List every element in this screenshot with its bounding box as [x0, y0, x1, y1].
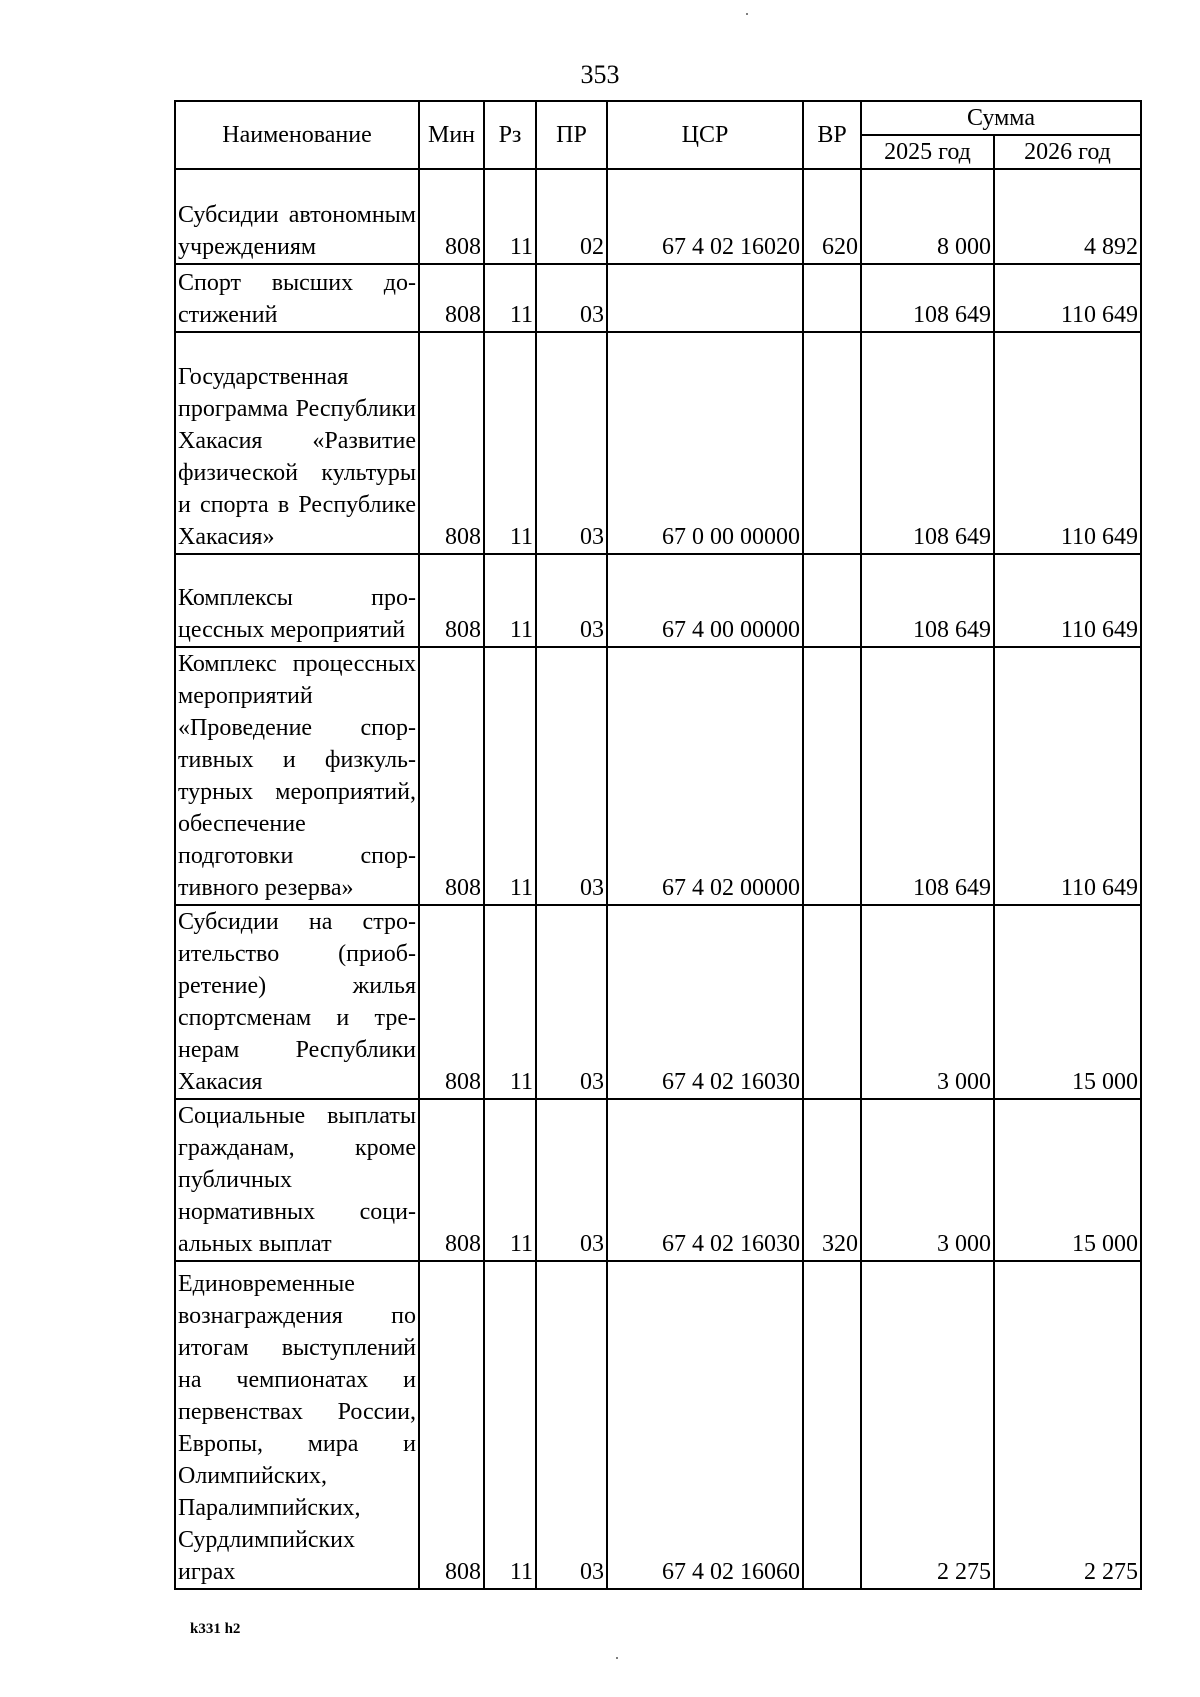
- cell-rz: 11: [484, 554, 536, 647]
- footer-code: k331 h2: [190, 1621, 241, 1637]
- header-csr: ЦСР: [607, 101, 803, 169]
- cell-pr: 03: [536, 1261, 607, 1589]
- cell-min: 808: [419, 1261, 484, 1589]
- cell-vr: [803, 264, 861, 332]
- cell-min: 808: [419, 169, 484, 264]
- cell-pr: 03: [536, 264, 607, 332]
- cell-sum-2026: 110 649: [994, 647, 1141, 905]
- cell-vr: [803, 332, 861, 554]
- header-rz: Рз: [484, 101, 536, 169]
- cell-sum-2026: 110 649: [994, 554, 1141, 647]
- table-row: [175, 554, 1141, 647]
- header-pr: ПР: [536, 101, 607, 169]
- cell-csr: [607, 264, 803, 332]
- scan-speck: [616, 1657, 618, 1659]
- cell-sum-2025: 108 649: [861, 647, 994, 905]
- cell-sum-2025: 3 000: [861, 905, 994, 1099]
- cell-sum-2025: 108 649: [861, 554, 994, 647]
- table-row: [175, 647, 1141, 905]
- cell-min: 808: [419, 1099, 484, 1261]
- cell-pr: 03: [536, 554, 607, 647]
- cell-vr: [803, 905, 861, 1099]
- cell-min: 808: [419, 332, 484, 554]
- table-row: [175, 169, 1141, 264]
- cell-min: 808: [419, 647, 484, 905]
- cell-pr: 03: [536, 905, 607, 1099]
- header-year-2025: 2025 год: [861, 135, 994, 169]
- cell-pr: 03: [536, 647, 607, 905]
- cell-sum-2026: 110 649: [994, 332, 1141, 554]
- header-vr: ВР: [803, 101, 861, 169]
- cell-csr: 67 4 02 16020: [607, 169, 803, 264]
- cell-min: 808: [419, 905, 484, 1099]
- cell-rz: 11: [484, 169, 536, 264]
- table-row: [175, 1261, 1141, 1589]
- cell-rz: 11: [484, 264, 536, 332]
- cell-sum-2025: 2 275: [861, 1261, 994, 1589]
- cell-csr: 67 4 02 16030: [607, 905, 803, 1099]
- cell-name: Комплексы процессных мероприятий: [175, 554, 419, 647]
- page-number: 353: [580, 60, 620, 89]
- cell-vr: [803, 554, 861, 647]
- cell-name: Субсидии на строительство (приобретение) жилья спортсменам и тренерам Республики Хакасия: [175, 905, 419, 1099]
- header-name: Наименование: [175, 101, 419, 169]
- cell-name: Спорт высших достижений: [175, 264, 419, 332]
- cell-vr: [803, 1261, 861, 1589]
- cell-sum-2026: 4 892: [994, 169, 1141, 264]
- table-row: [175, 905, 1141, 1099]
- cell-csr: 67 4 02 16030: [607, 1099, 803, 1261]
- cell-sum-2026: 2 275: [994, 1261, 1141, 1589]
- table-body: [175, 169, 1141, 1589]
- cell-csr: 67 4 00 00000: [607, 554, 803, 647]
- cell-rz: 11: [484, 1261, 536, 1589]
- cell-min: 808: [419, 554, 484, 647]
- cell-name: Социальные выплаты гражданам, кроме публичных нормативных социальных выплат: [175, 1099, 419, 1261]
- cell-pr: 02: [536, 169, 607, 264]
- cell-name: Комплекс процессных мероприятий «Проведение спортивных и физкультурных мероприятий, обеспечение подготовки спортивного резерва»: [175, 647, 419, 905]
- header-year-2026: 2026 год: [994, 135, 1141, 169]
- cell-name: Единовременные вознаграждения по итогам выступлений на чемпионатах и первенствах России, Европы, мира и Олимпийских, Паралимпийских, Сурдлимпийских играх: [175, 1261, 419, 1589]
- cell-name: Субсидии автономным учреждениям: [175, 169, 419, 264]
- cell-sum-2025: 108 649: [861, 264, 994, 332]
- cell-csr: 67 4 02 16060: [607, 1261, 803, 1589]
- cell-name: Государственная программа Республики Хакасия «Развитие физической культуры и спорта в Республике Хакасия»: [175, 332, 419, 554]
- cell-sum-2025: 108 649: [861, 332, 994, 554]
- cell-pr: 03: [536, 1099, 607, 1261]
- cell-csr: 67 0 00 00000: [607, 332, 803, 554]
- cell-rz: 11: [484, 647, 536, 905]
- cell-sum-2026: 15 000: [994, 905, 1141, 1099]
- table-row: [175, 1099, 1141, 1261]
- cell-vr: 620: [803, 169, 861, 264]
- cell-csr: 67 4 02 00000: [607, 647, 803, 905]
- header-min: Мин: [419, 101, 484, 169]
- cell-vr: [803, 647, 861, 905]
- cell-sum-2025: 8 000: [861, 169, 994, 264]
- cell-sum-2025: 3 000: [861, 1099, 994, 1261]
- cell-vr: 320: [803, 1099, 861, 1261]
- cell-rz: 11: [484, 1099, 536, 1261]
- table-row: [175, 332, 1141, 554]
- cell-sum-2026: 15 000: [994, 1099, 1141, 1261]
- cell-rz: 11: [484, 332, 536, 554]
- cell-rz: 11: [484, 905, 536, 1099]
- table-row: [175, 264, 1141, 332]
- header-sum: Сумма: [861, 101, 1141, 135]
- scan-speck: [746, 13, 748, 15]
- cell-min: 808: [419, 264, 484, 332]
- budget-table: [174, 100, 1142, 1590]
- cell-sum-2026: 110 649: [994, 264, 1141, 332]
- cell-pr: 03: [536, 332, 607, 554]
